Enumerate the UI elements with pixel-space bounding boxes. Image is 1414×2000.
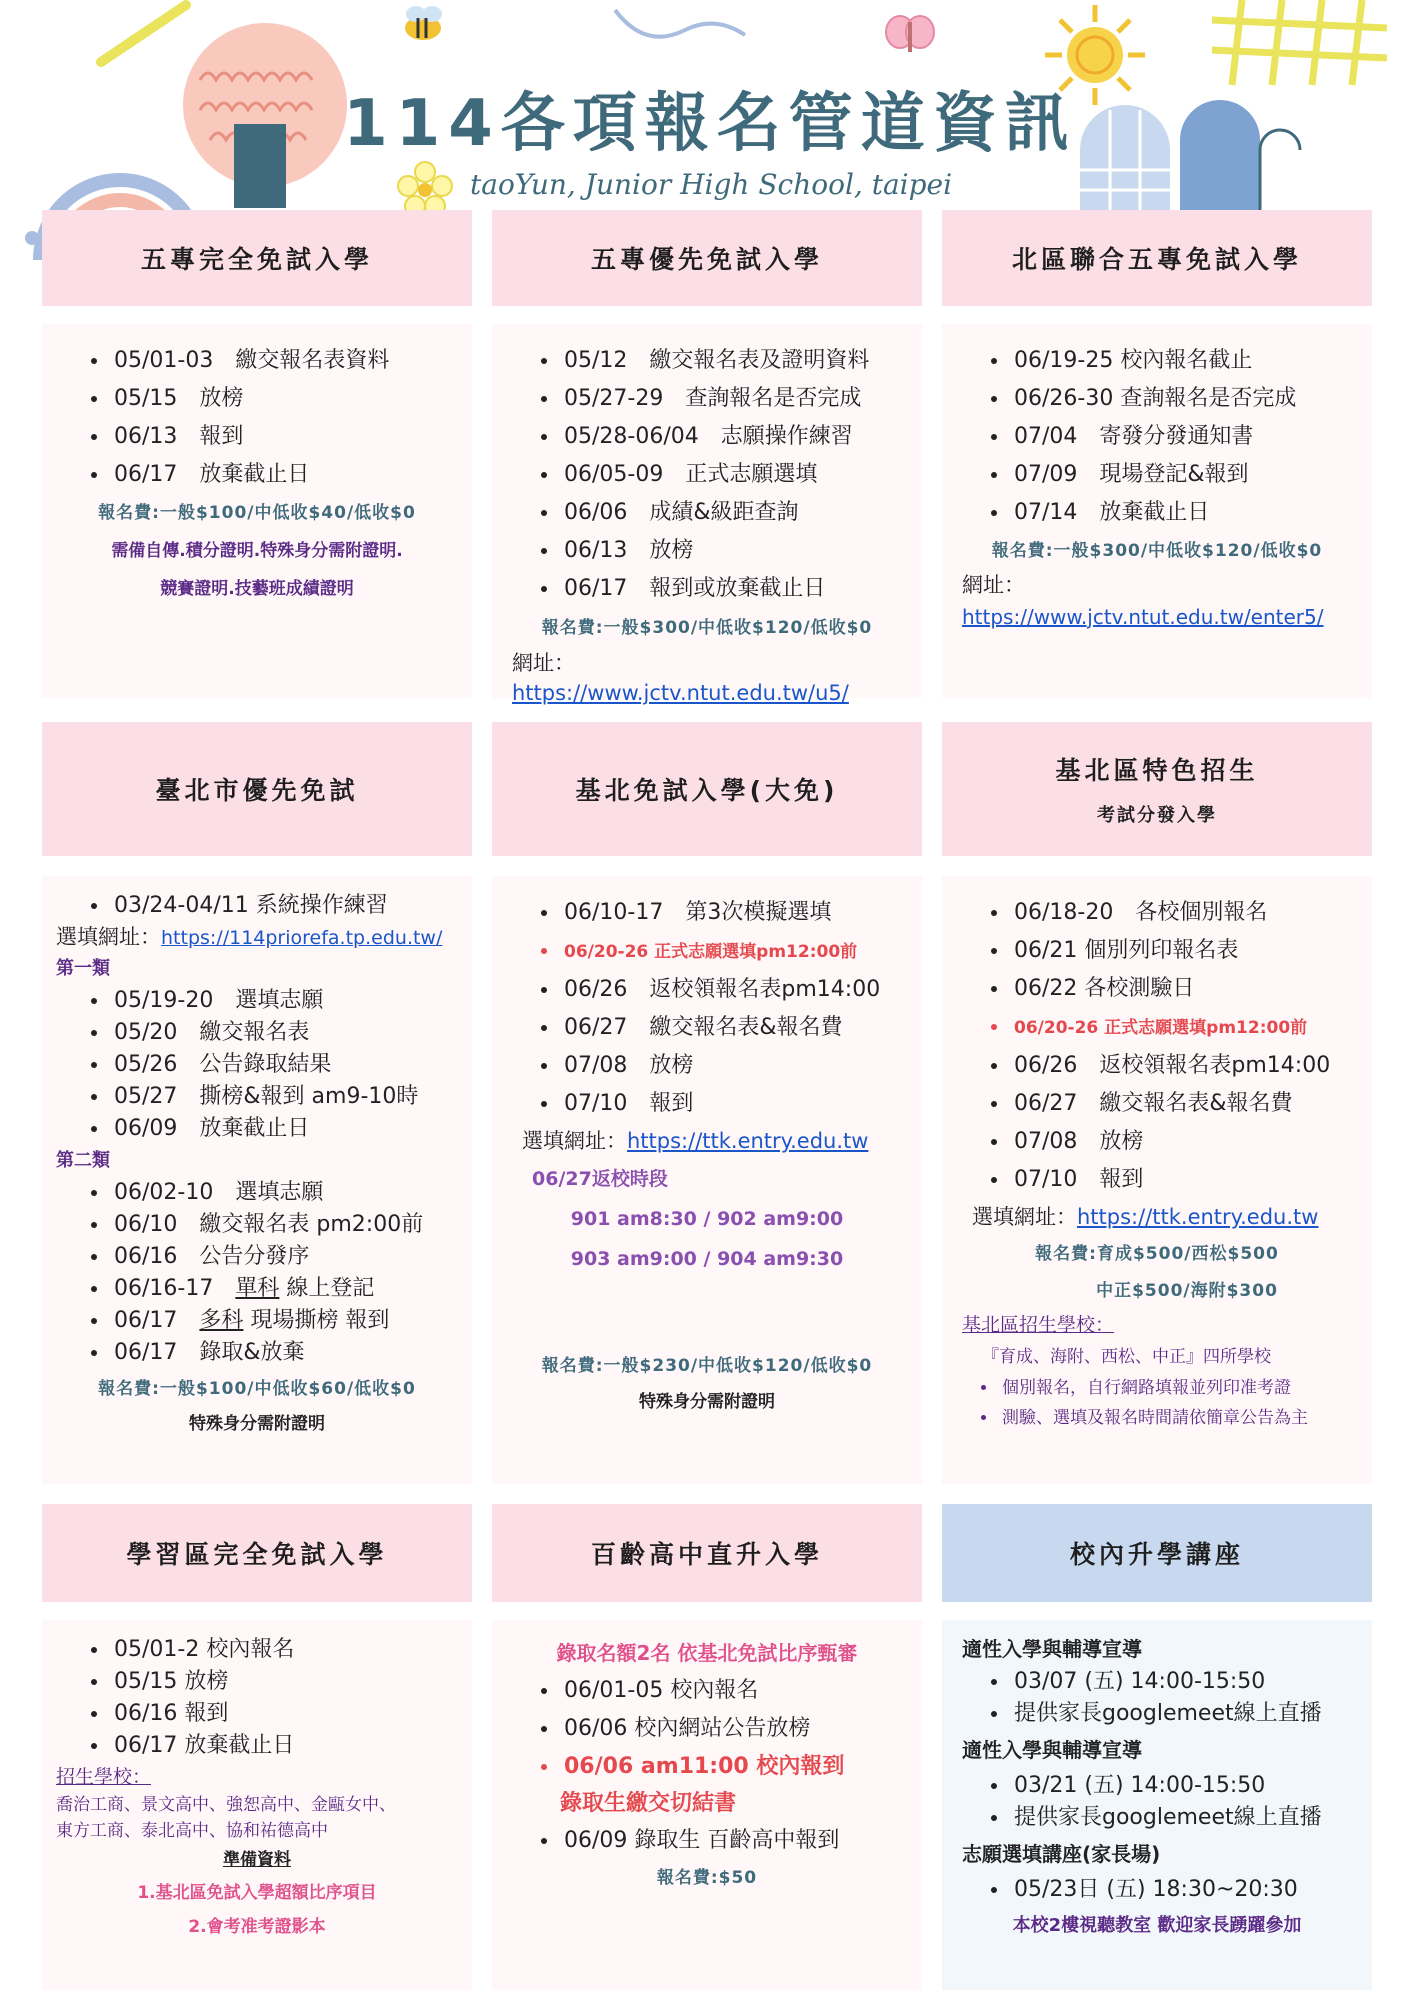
- fee-text: 報名費:育成$500/西松$500: [1035, 1244, 1279, 1264]
- list-item: [560, 1748, 902, 1786]
- list-item: • 提供家長googlemeet線上直播: [1010, 1698, 1352, 1730]
- schedule-list: [512, 1672, 902, 1786]
- list-item: • 07/09 現場登記&報到: [1010, 456, 1352, 494]
- card-title: 校內升學講座: [1069, 1540, 1244, 1569]
- requirement-note: 競賽證明.技藝班成績證明: [160, 579, 354, 599]
- card-body-c8: [492, 1620, 922, 1990]
- schedule-list: [962, 1770, 1352, 1834]
- list-item: • 06/10-17 第3次模擬選填: [560, 894, 902, 932]
- list-item: • 06/27 繳交報名表&報名費: [1010, 1085, 1352, 1123]
- requirement-note: 特殊身分需附證明: [189, 1414, 325, 1434]
- fee-text: 報名費:一般$100/中低收$40/低收$0: [98, 503, 416, 523]
- fee-text: 報名費:一般$300/中低收$120/低收$0: [541, 618, 873, 638]
- card-header-c6: [942, 722, 1372, 856]
- list-item: • 05/20 繳交報名表: [110, 1017, 452, 1049]
- yellow-line-decoration: [96, 0, 216, 70]
- schools-label: 招生學校：: [56, 1766, 152, 1788]
- url-row: [962, 1199, 1352, 1235]
- card-header-c9: [942, 1504, 1372, 1602]
- list-item: • 07/08 放榜: [1010, 1123, 1352, 1161]
- list-item: • 05/15 放榜: [110, 380, 452, 418]
- underlined-text: 單科: [235, 1276, 280, 1301]
- card-title: 基北免試入學(大免): [575, 776, 839, 805]
- schedule-list: [512, 894, 902, 1123]
- url-row: [512, 1123, 902, 1159]
- list-item: • 06/16 公告分發序: [110, 1241, 452, 1273]
- schedule-list: [962, 894, 1352, 1199]
- list-item: • 06/17 放棄截止日: [110, 1730, 452, 1762]
- fee-text: 報名費:一般$100/中低收$60/低收$0: [98, 1379, 416, 1399]
- url-link[interactable]: https://ttk.entry.edu.tw: [1077, 1205, 1319, 1229]
- list-item: • 個別報名，自行網路填報並列印准考證: [998, 1373, 1352, 1403]
- item-text: 線上登記: [286, 1276, 375, 1301]
- session-heading: 適性入學與輔導宣導: [962, 1637, 1142, 1661]
- card-body-c1: [42, 324, 472, 698]
- list-item: • 06/06 校內網站公告放榜: [560, 1710, 902, 1748]
- list-item: • 06/13 報到: [110, 418, 452, 456]
- fee-text: 報名費:$50: [656, 1868, 758, 1888]
- list-item: • 05/23日 (五) 18:30~20:30: [1010, 1874, 1352, 1906]
- list-item: • 05/12 繳交報名表及證明資料: [560, 342, 902, 380]
- quota-text: 錄取名額2名 依基北免試比序甄審: [556, 1641, 858, 1665]
- list-item: • 06/17 錄取&放棄: [110, 1337, 452, 1369]
- card-body-c4: [42, 876, 472, 1484]
- list-item: • 03/07 (五) 14:00-15:50: [1010, 1666, 1352, 1698]
- session-heading: 適性入學與輔導宣導: [962, 1738, 1142, 1762]
- list-item: • 06/10 繳交報名表 pm2:00前: [110, 1209, 452, 1241]
- window-decoration: [1070, 100, 1310, 212]
- card-subtitle: 考試分發入學: [1097, 805, 1217, 826]
- url-row: [56, 922, 452, 953]
- list-item: • 05/01-2 校內報名: [110, 1634, 452, 1666]
- list-item: • 06/13 放榜: [560, 532, 902, 570]
- url-label: 網址：: [512, 651, 575, 675]
- list-item: • 06/09 錄取生 百齡高中報到: [560, 1822, 902, 1860]
- schedule-list: [962, 342, 1352, 532]
- card-title: 基北區特色招生: [1055, 756, 1259, 785]
- url-row: [512, 648, 902, 708]
- requirement-note: 特殊身分需附證明: [639, 1392, 775, 1412]
- requirement-note: 需備自傳.積分證明.特殊身分需附證明.: [111, 541, 403, 561]
- highlight-text: 06/20-26 正式志願選填pm12:00前: [564, 942, 858, 962]
- prep-title: 準備資料: [223, 1850, 291, 1870]
- list-item: [560, 932, 902, 971]
- list-item: [110, 1305, 452, 1337]
- schedule-list: [962, 1666, 1352, 1730]
- list-item: • 測驗、選填及報名時間請依簡章公告為主: [998, 1403, 1352, 1433]
- list-item: • 05/15 放榜: [110, 1666, 452, 1698]
- card-header-c4: [42, 722, 472, 856]
- card-title: 五專優先免試入學: [590, 245, 823, 274]
- schedule-list: [62, 985, 452, 1145]
- list-item: • 05/28-06/04 志願操作練習: [560, 418, 902, 456]
- schedule-list: [512, 1822, 902, 1860]
- highlight-text: 06/06 am11:00 校內報到: [564, 1754, 845, 1779]
- page-title: 114各項報名管道資訊: [343, 87, 1077, 161]
- card-header-c7: [42, 1504, 472, 1602]
- schedule-list: [962, 1874, 1352, 1906]
- card-header-c3: [942, 210, 1372, 306]
- list-item: • 05/27-29 查詢報名是否完成: [560, 380, 902, 418]
- schedule-list: [62, 1634, 452, 1762]
- list-item: • 06/26 返校領報名表pm14:00: [560, 971, 902, 1009]
- slot-title: 06/27返校時段: [532, 1168, 668, 1190]
- list-item: • 06/06 成績&級距查詢: [560, 494, 902, 532]
- card-title: 五專完全免試入學: [140, 245, 373, 274]
- schools-label: 基北區招生學校：: [962, 1314, 1115, 1336]
- card-body-c5: [492, 876, 922, 1484]
- card-body-c6: [942, 876, 1372, 1484]
- card-header-c5: [492, 722, 922, 856]
- list-item: • 06/27 繳交報名表&報名費: [560, 1009, 902, 1047]
- schools-text: 『育成、海附、西松、中正』四所學校: [982, 1347, 1271, 1367]
- list-item: • 07/10 報到: [1010, 1161, 1352, 1199]
- list-item: • 05/01-03 繳交報名表資料: [110, 342, 452, 380]
- schedule-list: [62, 1177, 452, 1369]
- schools-text: 喬治工商、景文高中、強恕高中、金甌女中、: [56, 1795, 396, 1815]
- list-item: • 05/19-20 選填志願: [110, 985, 452, 1017]
- card-title: 百齡高中直升入學: [590, 1540, 823, 1569]
- yellow-grid-decoration: [1212, 0, 1392, 90]
- list-item: • 06/02-10 選填志願: [110, 1177, 452, 1209]
- highlight-text: 06/20-26 正式志願選填pm12:00前: [1014, 1018, 1308, 1038]
- list-item: • 06/26 返校領報名表pm14:00: [1010, 1047, 1352, 1085]
- list-item: • 06/26-30 查詢報名是否完成: [1010, 380, 1352, 418]
- list-item: • 06/01-05 校內報名: [560, 1672, 902, 1710]
- card-body-c3: [942, 324, 1372, 698]
- list-item: • 06/17 報到或放棄截止日: [560, 570, 902, 608]
- card-body-c2: [492, 324, 922, 705]
- url-link[interactable]: https://www.jctv.ntut.edu.tw/u5/: [512, 681, 849, 705]
- url-label: 選填網址：: [972, 1205, 1077, 1229]
- list-item: • 提供家長googlemeet線上直播: [1010, 1802, 1352, 1834]
- schedule-list: [62, 890, 452, 922]
- card-header-c1: [42, 210, 472, 306]
- slot-time: 901 am8:30 / 902 am9:00: [570, 1208, 844, 1230]
- prep-item: 1.基北區免試入學超額比序項目: [137, 1883, 377, 1903]
- highlight-text: 錄取生繳交切結書: [560, 1791, 737, 1816]
- schedule-list: [62, 342, 452, 494]
- list-item: • 06/09 放棄截止日: [110, 1113, 452, 1145]
- url-link[interactable]: https://ttk.entry.edu.tw: [627, 1129, 869, 1153]
- group-label: 第一類: [56, 958, 110, 979]
- list-item: • 06/16 報到: [110, 1698, 452, 1730]
- card-body-c9: [942, 1620, 1372, 1990]
- schools-text: 東方工商、泰北高中、協和祐德高中: [56, 1821, 328, 1841]
- url-link[interactable]: https://www.jctv.ntut.edu.tw/enter5/: [962, 605, 1324, 629]
- list-item: • 07/08 放榜: [560, 1047, 902, 1085]
- list-item: [1010, 1008, 1352, 1047]
- footer-note: 本校2樓視聽教室 歡迎家長踴躍參加: [1012, 1915, 1302, 1936]
- card-body-c7: [42, 1620, 472, 1990]
- list-item: • 03/24-04/11 系統操作練習: [110, 890, 452, 922]
- group-label: 第二類: [56, 1150, 110, 1171]
- card-header-c8: [492, 1504, 922, 1602]
- list-item: • 07/14 放棄截止日: [1010, 494, 1352, 532]
- page-subtitle: taoYun, Junior High School, taipei: [470, 168, 953, 201]
- date-text: 06/17: [114, 1308, 178, 1333]
- card-header-c2: [492, 210, 922, 306]
- card-title: 北區聯合五專免試入學: [1011, 245, 1302, 274]
- schedule-list: [512, 342, 902, 608]
- underlined-text: 多科: [199, 1308, 244, 1333]
- notes-list: [962, 1373, 1352, 1433]
- url-label: 選填網址：: [56, 925, 161, 949]
- list-item: • 06/21 個別列印報名表: [1010, 932, 1352, 970]
- date-text: 06/16-17: [114, 1276, 214, 1301]
- teal-block-decoration: [234, 124, 286, 208]
- fee-text: 報名費:一般$230/中低收$120/低收$0: [541, 1356, 873, 1376]
- list-item: • 05/26 公告錄取結果: [110, 1049, 452, 1081]
- list-item: • 06/19-25 校內報名截止: [1010, 342, 1352, 380]
- list-item: • 06/17 放棄截止日: [110, 456, 452, 494]
- blue-swirl-decoration: [610, 0, 750, 50]
- list-item: • 07/04 寄發分發通知書: [1010, 418, 1352, 456]
- list-item: [110, 1273, 452, 1305]
- fee-text: 報名費:一般$300/中低收$120/低收$0: [991, 541, 1323, 561]
- list-item: • 06/05-09 正式志願選填: [560, 456, 902, 494]
- item-text: 現場撕榜 報到: [250, 1308, 390, 1333]
- url-label: 網址：: [962, 573, 1025, 597]
- card-title: 臺北市優先免試: [155, 776, 359, 805]
- url-link[interactable]: https://114priorefa.tp.edu.tw/: [161, 927, 443, 949]
- list-item: • 03/21 (五) 14:00-15:50: [1010, 1770, 1352, 1802]
- slot-time: 903 am9:00 / 904 am9:30: [570, 1248, 844, 1270]
- card-title: 學習區完全免試入學: [126, 1540, 388, 1569]
- session-heading: 志願選填講座(家長場): [962, 1842, 1161, 1866]
- list-item: • 06/22 各校測驗日: [1010, 970, 1352, 1008]
- prep-item: 2.會考准考證影本: [188, 1917, 326, 1937]
- list-item: • 07/10 報到: [560, 1085, 902, 1123]
- fee-text: 中正$500/海附$300: [1096, 1281, 1278, 1301]
- butterfly-icon: [880, 8, 940, 68]
- list-item: • 05/27 撕榜&報到 am9-10時: [110, 1081, 452, 1113]
- bee-icon: [388, 0, 458, 50]
- url-label: 選填網址：: [522, 1129, 627, 1153]
- list-item: • 06/18-20 各校個別報名: [1010, 894, 1352, 932]
